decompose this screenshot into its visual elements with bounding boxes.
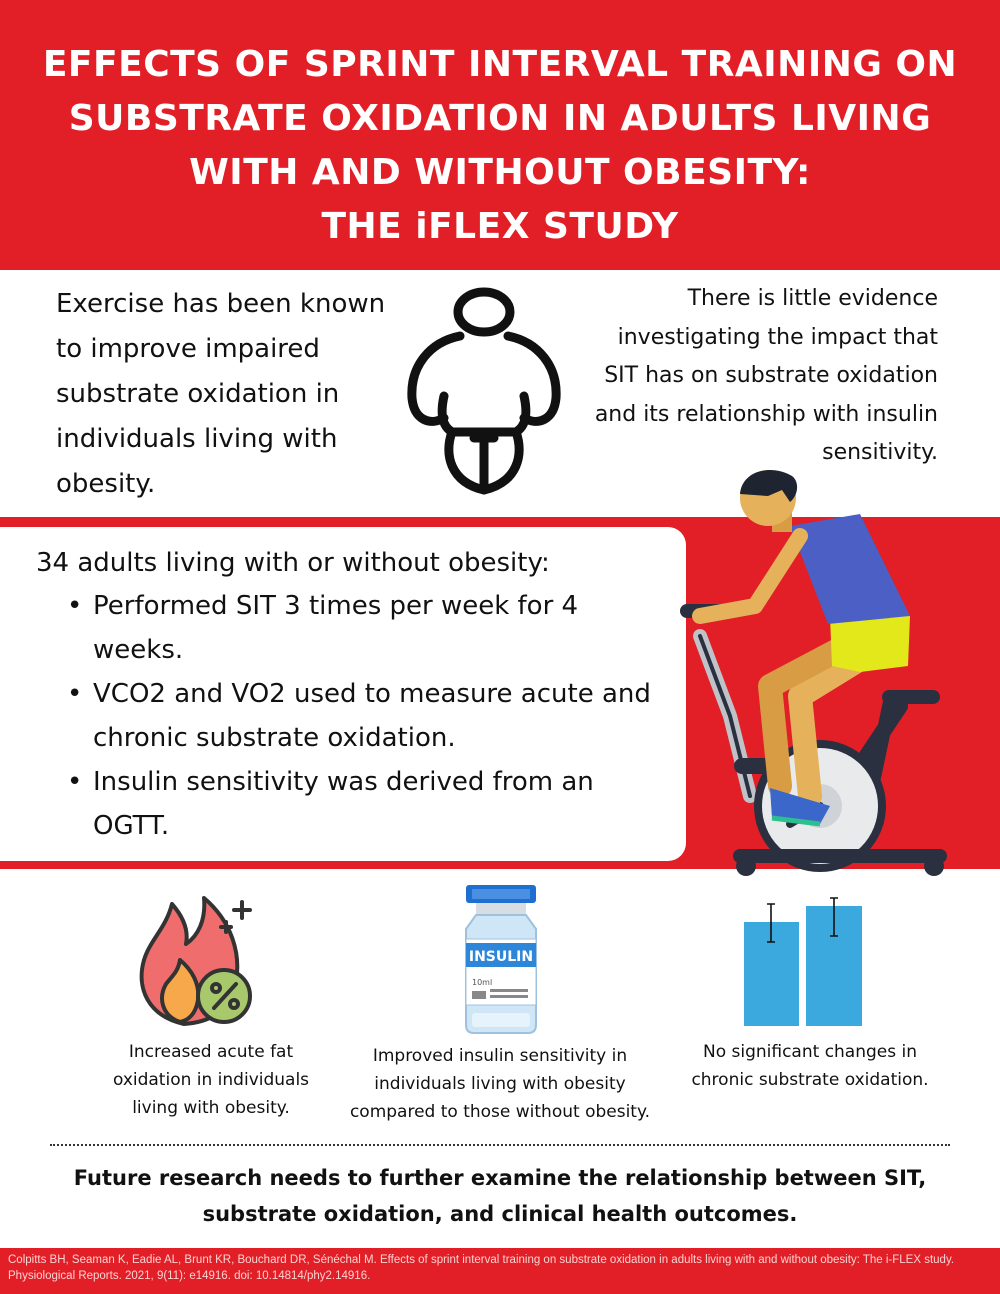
finding-chronic-oxidation: No significant changes in chronic substrate oxidation. bbox=[691, 1042, 929, 1090]
title-line-3: WITH AND WITHOUT OBESITY: bbox=[189, 152, 811, 193]
conclusion-text: Future research needs to further examine the relationship between SIT, substrate oxidation, and clinical health outcomes. bbox=[73, 1166, 927, 1226]
obese-person-icon bbox=[400, 286, 568, 496]
insulin-vial-icon bbox=[456, 885, 546, 1035]
methods-bullet: • VCO2 and VO2 used to measure acute and chronic substrate oxidation. bbox=[93, 672, 675, 760]
finding-insulin-sensitivity: Improved insulin sensitivity in individuals living with obesity compared to those without obesity. bbox=[349, 1046, 651, 1122]
title-line-4: THE iFLEX STUDY bbox=[321, 206, 679, 247]
title-line-1: EFFECTS OF SPRINT INTERVAL TRAINING ON bbox=[42, 44, 958, 85]
title-line-2: SUBSTRATE OXIDATION IN ADULTS LIVING bbox=[68, 98, 932, 139]
page-title bbox=[0, 38, 1000, 254]
methods-list bbox=[93, 584, 675, 848]
intro-gap-text: There is little evidence investigating the impact that SIT has on substrate oxidation and its relationship with insulin sensitivity. bbox=[594, 286, 938, 465]
fire-percent-icon bbox=[132, 884, 262, 1029]
dotted-divider bbox=[50, 1144, 950, 1146]
finding-acute-fat-oxidation: Increased acute fat oxidation in individuals living with obesity. bbox=[112, 1042, 310, 1118]
vial-volume: 10ml bbox=[472, 978, 493, 987]
methods-lead: 34 adults living with or without obesity: bbox=[36, 548, 550, 578]
methods-bullet: • Performed SIT 3 times per week for 4 weeks. bbox=[93, 584, 675, 672]
bar-chart-icon bbox=[740, 896, 866, 1028]
intro-background-text: Exercise has been known to improve impaired substrate oxidation in individuals living with obesity. bbox=[56, 289, 386, 499]
vial-label: INSULIN bbox=[468, 949, 534, 965]
methods-bullet: • Insulin sensitivity was derived from an OGTT. bbox=[93, 760, 675, 848]
cyclist-illustration bbox=[660, 466, 960, 886]
citation-text: Colpitts BH, Seaman K, Eadie AL, Brunt KR, Bouchard DR, Sénéchal M. Effects of sprint interval training on substrate oxidation in adults living with and without obesity: The i-FLEX study. Physiological Reports. 2021, 9(11): e14916. doi: 10.14814/phy2.14916. bbox=[8, 1254, 955, 1282]
